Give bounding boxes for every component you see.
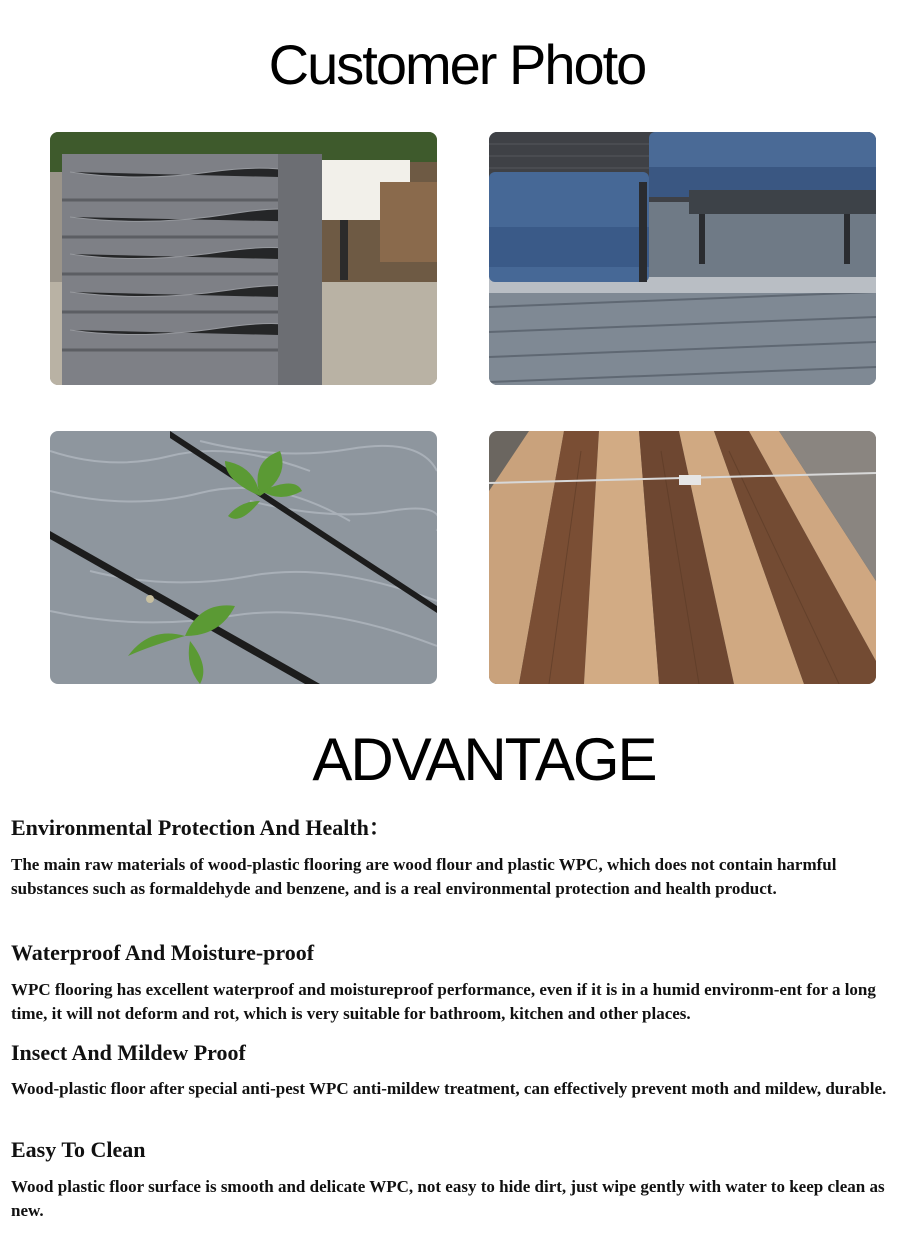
section-body-waterproof: WPC flooring has excellent waterproof and moistureproof performance, even if it is in a humid environm-ent for a long time, it will not deform and rot, which is very suitable for bathroom, kitchen and other places. — [11, 980, 876, 1023]
photo-planter-box — [50, 132, 437, 385]
section-body-environmental: The main raw materials of wood-plastic flooring are wood flour and plastic WPC, which does not contain harmful substances such as formaldehyde and benzene, and is a real environmental protection and health product. — [11, 855, 837, 898]
advantage-title: ADVANTAGE — [312, 726, 656, 793]
section-title-insect-mildew: Insect And Mildew Proof — [11, 1040, 246, 1065]
section-body-easy-clean: Wood plastic floor surface is smooth and delicate WPC, not easy to hide dirt, just wipe gently with water to keep clean as new. — [11, 1177, 885, 1220]
section-title-environmental: Environmental Protection And Health： — [11, 815, 391, 840]
photo-wood-grain-boards — [489, 431, 876, 684]
photo-grey-decking-plants — [50, 431, 437, 684]
section-title-easy-clean: Easy To Clean — [11, 1137, 146, 1162]
photo-sofa-decking — [489, 132, 876, 385]
customer-photo-title: Customer Photo — [268, 33, 646, 96]
section-body-insect-mildew: Wood-plastic floor after special anti-pest WPC anti-mildew treatment, can effectively prevent moth and mildew, durable. — [11, 1079, 887, 1098]
section-title-waterproof: Waterproof And Moisture-proof — [11, 940, 315, 965]
